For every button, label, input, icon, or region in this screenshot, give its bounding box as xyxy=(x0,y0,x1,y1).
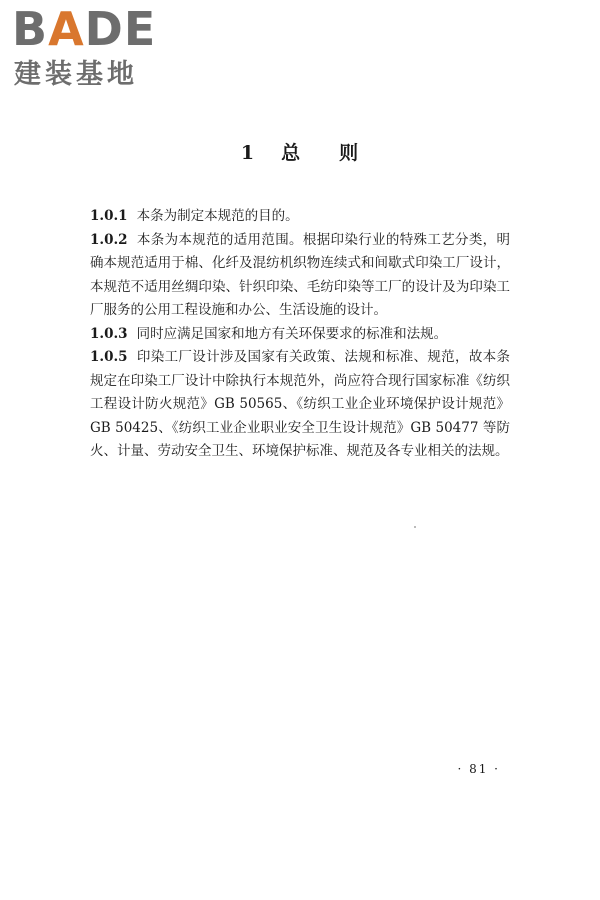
chapter-number: 1 xyxy=(240,142,256,164)
clause-text: 本条为制定本规范的目的。 xyxy=(136,208,299,224)
clause-number: 1.0.3 xyxy=(90,325,128,342)
clause-text: 印染工厂设计涉及国家有关政策、法规和标准、规范，故本条规定在印染工厂设计中除执行本规范外，尚应符合现行国家标准《纺织工程设计防火规范》GB 50565、《纺织工业企业环境保护设计规范》GB 50425、《纺织工业企业职业安全卫生设计规范》GB 50477 等防火、计量、劳动安全卫生、环境保护标准、规范及各专业相关的法规。 xyxy=(90,349,510,459)
clause-text: 同时应满足国家和地方有关环保要求的标准和法规。 xyxy=(136,325,448,342)
page-number: · 81 · xyxy=(457,762,500,776)
clause xyxy=(90,323,510,347)
chapter-title-b: 则 xyxy=(339,142,360,164)
clause-text: 本条为本规范的适用范围。根据印染行业的特殊工艺分类，明确本规范适用于棉、化纤及混纺机织物连续式和间歇式印染工厂设计，本规范不适用丝绸印染、针织印染、毛纺印染等工厂的设计及为印染工厂服务的公用工程设施和办公、生活设施的设计。 xyxy=(90,231,510,318)
clause-number: 1.0.5 xyxy=(90,349,128,365)
clause-number: 1.0.2 xyxy=(90,231,128,248)
logo-wordmark: BADE xyxy=(12,2,157,56)
chapter-title-a: 总 xyxy=(281,142,302,164)
logo xyxy=(12,2,172,90)
chapter-title xyxy=(0,138,600,165)
logo-subtitle: 建装基地 xyxy=(14,59,138,90)
clause xyxy=(90,205,510,229)
clause xyxy=(90,346,510,464)
scan-speck xyxy=(414,526,416,528)
clause-number: 1.0.1 xyxy=(90,208,128,224)
clause-list xyxy=(90,205,510,464)
clause xyxy=(90,229,510,323)
